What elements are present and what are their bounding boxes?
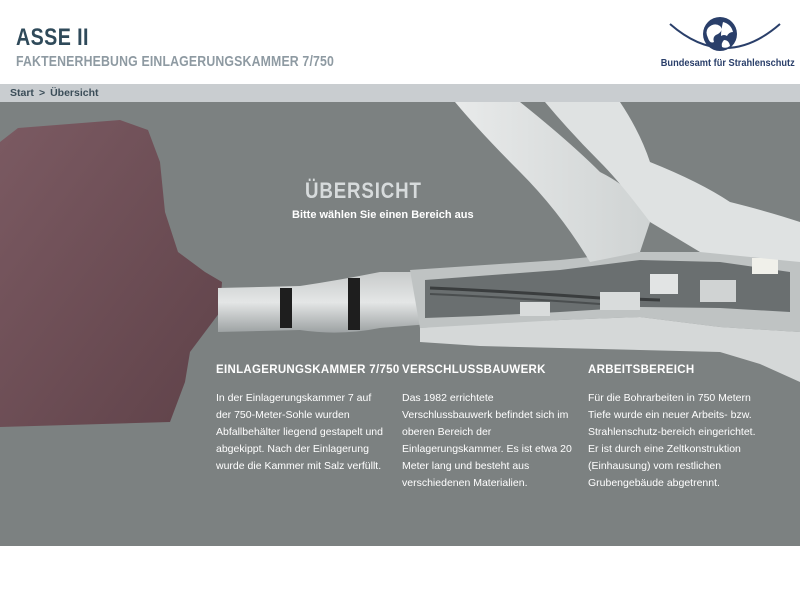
section-text: Für die Bohrarbeiten in 750 Metern Tiefe wurde ein neuer Arbeits- bzw. Strahlenschutz-bereich eingerichtet. Er ist durch eine Zeltkonstruktion (Einhausung) vom restlichen Grubengebäude abgetrennt. bbox=[588, 392, 756, 489]
overview-heading: ÜBERSICHT bbox=[305, 178, 422, 203]
section-text: In der Einlagerungskammer 7 auf der 750-Meter-Sohle wurden Abfallbehälter liegend gestapelt und abgekippt. Nach der Einlagerung wurde die Kammer mit Salz verfüllt. bbox=[216, 392, 383, 472]
breadcrumb bbox=[0, 84, 800, 102]
breadcrumb-separator: > bbox=[38, 87, 46, 99]
section-title: VERSCHLUSSBAUWERK bbox=[402, 364, 546, 376]
logo-text: Bundesamt für Strahlenschutz bbox=[660, 57, 795, 69]
seal-band-2 bbox=[348, 278, 360, 330]
section-title: EINLAGERUNGSKAMMER 7/750 bbox=[216, 364, 400, 376]
equipment-block-2 bbox=[600, 292, 640, 310]
overview-panel bbox=[0, 102, 800, 546]
bfs-logo[interactable] bbox=[660, 10, 795, 72]
overview-subheading: Bitte wählen Sie einen Bereich aus bbox=[292, 209, 474, 221]
equipment-block-3 bbox=[650, 274, 678, 294]
footer bbox=[0, 546, 800, 600]
equipment-block-4 bbox=[700, 280, 736, 302]
section-verschlussbauwerk[interactable] bbox=[402, 364, 572, 492]
section-title: ARBEITSBEREICH bbox=[588, 364, 695, 376]
app-title: ASSE II bbox=[16, 24, 89, 51]
globe-logo-icon bbox=[660, 10, 790, 60]
section-einlagerungskammer[interactable] bbox=[216, 364, 400, 475]
chamber-shape bbox=[0, 120, 222, 427]
section-arbeitsbereich[interactable] bbox=[588, 364, 768, 492]
breadcrumb-current: Übersicht bbox=[50, 87, 99, 99]
breadcrumb-start-link[interactable]: Start bbox=[10, 87, 34, 99]
seal-band-1 bbox=[280, 288, 292, 328]
equipment-block-1 bbox=[520, 302, 550, 316]
vehicle bbox=[752, 258, 778, 274]
seal-tube bbox=[218, 272, 430, 333]
header bbox=[0, 0, 800, 84]
section-text: Das 1982 errichtete Verschlussbauwerk befindet sich im oberen Bereich der Einlagerungskammer. Es ist etwa 20 Meter lang und besteht aus verschiedenen Materialien. bbox=[402, 392, 572, 489]
app-subtitle: FAKTENERHEBUNG EINLAGERUNGSKAMMER 7/750 bbox=[16, 53, 335, 70]
